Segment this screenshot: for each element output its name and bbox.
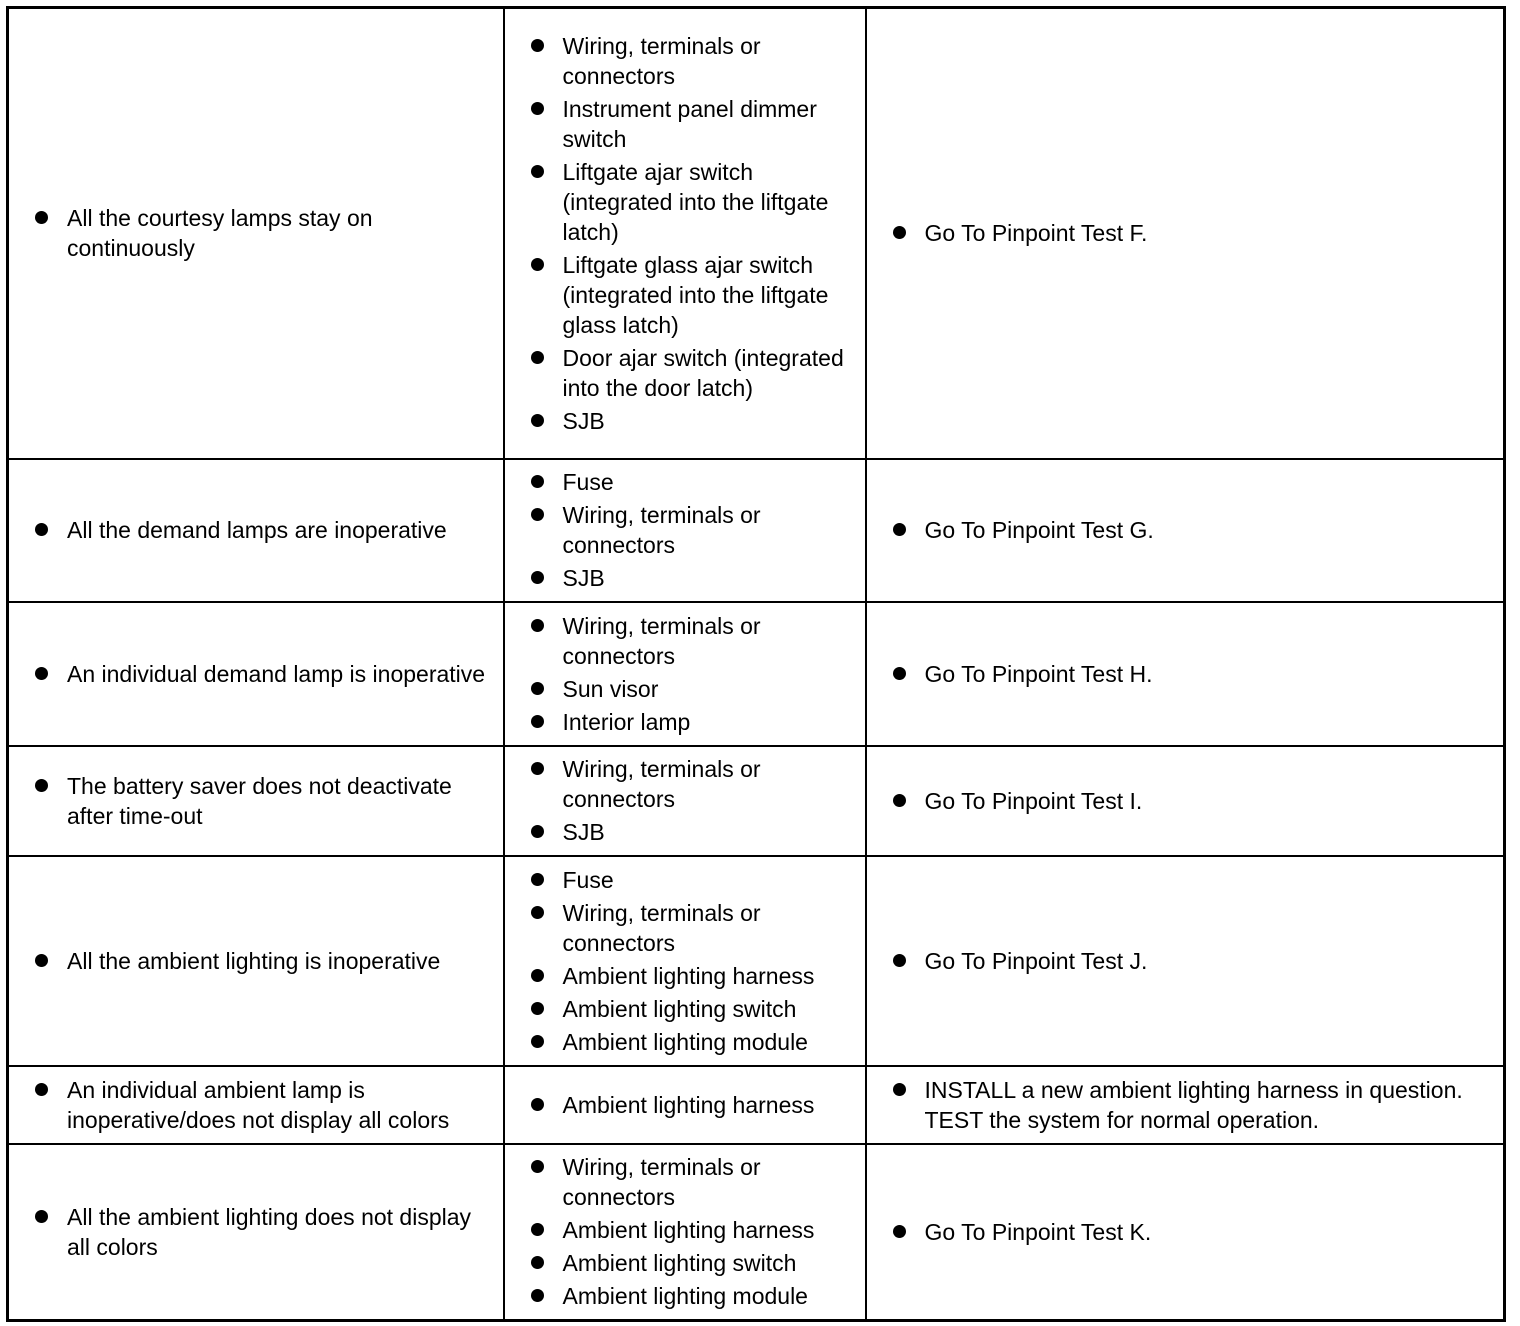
action-cell [866,602,1505,746]
action-cell [866,1144,1505,1321]
list-item [867,659,1504,689]
bullet-icon [531,351,544,364]
possible-source-cell-list [505,754,865,847]
table-row [8,459,1505,602]
list-item [9,1075,503,1135]
list-item [9,1202,503,1262]
bullet-icon [893,954,906,967]
list-item-text: Ambient lighting switch [562,1250,797,1277]
bullet-icon [35,779,48,792]
list-item-text: Fuse [562,469,614,495]
action-cell [866,746,1505,856]
bullet-icon [893,667,906,680]
list-item [867,218,1504,248]
list-item [505,1090,865,1120]
bullet-icon [531,762,544,775]
possible-source-cell [504,602,866,746]
list-item-text: Ambient lighting module [562,1028,808,1055]
bullet-icon [35,954,48,967]
symptom-cell [8,459,504,602]
list-item [505,406,865,436]
possible-source-cell-list [505,865,865,1057]
list-item [505,1248,865,1278]
list-item-text: Ambient lighting harness [562,1091,815,1118]
list-item-text: Go To Pinpoint Test J. [924,947,1148,974]
bullet-icon [531,1098,544,1111]
possible-source-cell [504,459,866,602]
possible-source-cell-list [505,467,865,593]
bullet-icon [35,667,48,680]
list-item-text: All the demand lamps are inoperative [67,517,447,543]
list-item [505,343,865,403]
symptom-cell [8,602,504,746]
bullet-icon [531,1289,544,1302]
table-row [8,1066,1505,1144]
bullet-icon [531,1035,544,1048]
bullet-icon [531,39,544,52]
possible-source-cell-list [505,1090,865,1120]
bullet-icon [531,508,544,521]
action-cell-list [867,946,1504,976]
bullet-icon [35,211,48,224]
bullet-icon [531,475,544,488]
symptom-cell-list [9,515,503,545]
list-item-text: Wiring, terminals or connectors [562,502,761,558]
bullet-icon [531,619,544,632]
list-item-text: Wiring, terminals or connectors [562,899,761,956]
list-item [505,467,865,497]
bullet-icon [35,523,48,536]
list-item-text: Liftgate glass ajar switch (integrated into the liftgate glass latch) [562,251,829,338]
bullet-icon [531,906,544,919]
bullet-icon [531,969,544,982]
list-item [505,1281,865,1311]
list-item-text: SJB [562,565,605,591]
list-item-text: Interior lamp [562,708,691,735]
symptom-cell-list [9,946,503,976]
bullet-icon [531,825,544,838]
list-item [505,1027,865,1057]
list-item [9,515,503,545]
action-cell-list [867,786,1504,816]
bullet-icon [531,1002,544,1015]
table-row [8,1144,1505,1321]
list-item-text: Go To Pinpoint Test I. [924,787,1143,814]
list-item [505,611,865,671]
list-item-text: Go To Pinpoint Test H. [924,660,1153,687]
list-item [9,946,503,976]
action-cell [866,459,1505,602]
symptom-chart-table [6,6,1506,1322]
list-item-text: SJB [562,819,605,845]
possible-source-cell [504,1066,866,1144]
list-item-text: Go To Pinpoint Test G. [924,517,1154,543]
table-row [8,602,1505,746]
list-item [505,707,865,737]
bullet-icon [531,682,544,695]
symptom-cell [8,8,504,459]
possible-source-cell [504,8,866,459]
list-item [505,754,865,814]
bullet-icon [531,165,544,178]
list-item-text: Wiring, terminals or connectors [562,32,761,89]
possible-source-cell-list [505,1152,865,1311]
list-item-text: All the ambient lighting is inoperative [67,947,441,974]
list-item-text: Wiring, terminals or connectors [562,1154,761,1211]
list-item-text: All the ambient lighting does not display all colors [67,1203,472,1260]
symptom-cell [8,856,504,1066]
list-item [505,994,865,1024]
possible-source-cell-list [505,611,865,737]
list-item [505,563,865,593]
bullet-icon [531,414,544,427]
table-row [8,856,1505,1066]
list-item [867,786,1504,816]
symptom-chart-body [8,8,1505,1321]
bullet-icon [531,571,544,584]
action-cell-list [867,1075,1504,1135]
bullet-icon [531,715,544,728]
bullet-icon [531,1223,544,1236]
action-cell [866,1066,1505,1144]
bullet-icon [531,102,544,115]
bullet-icon [531,1256,544,1269]
list-item [505,1215,865,1245]
action-cell-list [867,1217,1504,1247]
list-item [505,157,865,247]
symptom-cell [8,1144,504,1321]
list-item [505,674,865,704]
list-item [867,1075,1504,1135]
list-item [9,659,503,689]
list-item-text: SJB [562,407,605,434]
list-item [9,203,503,263]
possible-source-cell [504,856,866,1066]
possible-source-cell [504,746,866,856]
symptom-cell-list [9,203,503,263]
bullet-icon [35,1210,48,1223]
bullet-icon [893,1225,906,1238]
list-item [505,31,865,91]
list-item-text: All the courtesy lamps stay on continuously [67,205,373,262]
symptom-cell-list [9,1202,503,1262]
list-item-text: Ambient lighting module [562,1283,808,1310]
list-item [505,250,865,340]
bullet-icon [893,794,906,807]
symptom-cell-list [9,771,503,831]
list-item-text: Wiring, terminals or connectors [562,612,761,669]
action-cell-list [867,218,1504,248]
table-row [8,8,1505,459]
bullet-icon [893,1083,906,1096]
list-item-text: Go To Pinpoint Test F. [924,220,1148,247]
list-item-text: An individual demand lamp is inoperative [67,660,486,687]
symptom-cell [8,746,504,856]
bullet-icon [531,258,544,271]
list-item [505,961,865,991]
list-item-text: Wiring, terminals or connectors [562,756,761,812]
list-item-text: Liftgate ajar switch (integrated into the liftgate latch) [562,158,829,245]
list-item-text: Fuse [562,866,614,893]
action-cell-list [867,659,1504,689]
symptom-cell-list [9,659,503,689]
bullet-icon [893,523,906,536]
list-item [867,1217,1504,1247]
symptom-cell-list [9,1075,503,1135]
possible-source-cell-list [505,31,865,436]
list-item-text: An individual ambient lamp is inoperative/does not display all colors [67,1076,450,1133]
action-cell [866,8,1505,459]
list-item [867,515,1504,545]
list-item [505,1152,865,1212]
list-item [505,865,865,895]
list-item-text: Ambient lighting harness [562,962,815,989]
list-item-text: The battery saver does not deactivate after time-out [67,772,452,829]
possible-source-cell [504,1144,866,1321]
list-item-text: Instrument panel dimmer switch [562,95,817,152]
list-item [505,817,865,847]
list-item [505,500,865,560]
list-item [9,771,503,831]
list-item-text: INSTALL a new ambient lighting harness in question. TEST the system for normal operation. [924,1076,1463,1133]
symptom-cell [8,1066,504,1144]
list-item-text: Sun visor [562,675,659,702]
list-item [505,898,865,958]
list-item [867,946,1504,976]
bullet-icon [35,1083,48,1096]
bullet-icon [531,873,544,886]
action-cell-list [867,515,1504,545]
bullet-icon [531,1160,544,1173]
list-item-text: Ambient lighting switch [562,995,797,1022]
list-item [505,94,865,154]
list-item-text: Door ajar switch (integrated into the door latch) [562,344,844,401]
list-item-text: Go To Pinpoint Test K. [924,1218,1152,1245]
bullet-icon [893,226,906,239]
list-item-text: Ambient lighting harness [562,1217,815,1244]
table-row [8,746,1505,856]
action-cell [866,856,1505,1066]
